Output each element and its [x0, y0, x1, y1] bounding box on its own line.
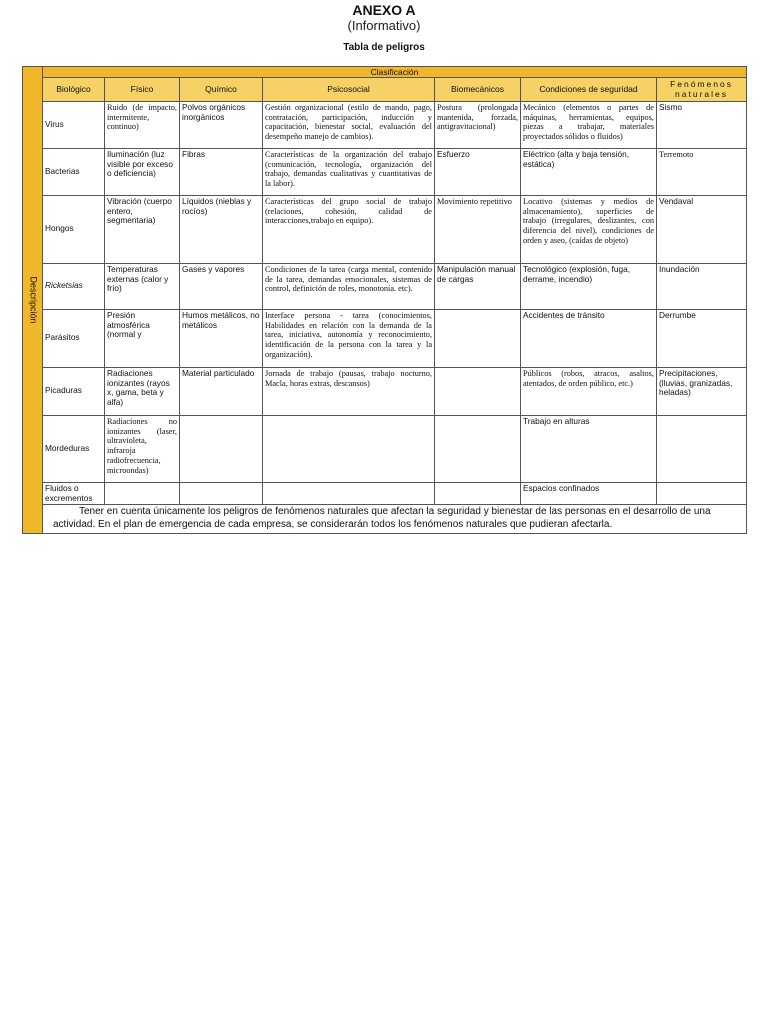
- category-cell: Mordeduras: [43, 415, 105, 482]
- table-cell: Material particulado: [180, 367, 263, 415]
- table-cell: Vibración (cuerpo entero, segmentaria): [105, 195, 180, 263]
- table-cell: Temperaturas externas (calor y frío): [105, 263, 180, 309]
- table-cell: Accidentes de tránsito: [521, 309, 657, 367]
- table-cell: Terremoto: [657, 148, 747, 195]
- table-cell: [105, 482, 180, 505]
- table-cell: Públicos (robos, atracos, asaltos, atentados, de orden público, etc.): [521, 367, 657, 415]
- table-cell: Movimiento repetitivo: [435, 195, 521, 263]
- table-cell: [435, 482, 521, 505]
- category-cell: Ricketsias: [43, 263, 105, 309]
- table-row: [23, 367, 747, 415]
- table-cell: [657, 415, 747, 482]
- col-header-psicosocial: Psicosocial: [263, 78, 435, 101]
- table-note: Tener en cuenta únicamente los peligros de fenómenos naturales que afectan la seguridad y bienestar de las personas en el desarrollo de una actividad. En el plan de emergencia de cada empresa, se considerarán todos los fenómenos naturales que pudieran afectarla.: [43, 505, 747, 534]
- table-cell: Gases y vapores: [180, 263, 263, 309]
- table-cell: Vendaval: [657, 195, 747, 263]
- table-cell: Locativo (sistemas y medios de almacenamiento), superficies de trabajo (irregulares, deslizantes, con diferencia del nivel), condiciones de orden y aseo, (caídas de objeto): [521, 195, 657, 263]
- hazards-table: [22, 66, 747, 534]
- table-cell: Fibras: [180, 148, 263, 195]
- table-cell: Radiaciones no ionizantes (laser, ultravioleta, infraroja radiofrecuencia, microondas): [105, 415, 180, 482]
- table-cell: Condiciones de la tarea (carga mental, contenido de la tarea, demandas emocionales, sistemas de control, definición de roles, monotonía. etc).: [263, 263, 435, 309]
- annex-subtitle: (Informativo): [347, 18, 421, 33]
- table-cell: [657, 482, 747, 505]
- table-cell: [435, 415, 521, 482]
- table-cell: Espacios confinados: [521, 482, 657, 505]
- table-cell: [263, 415, 435, 482]
- table-row: [23, 309, 747, 367]
- table-cell: Inundación: [657, 263, 747, 309]
- col-header-fenomenos: Fenómenos naturales: [657, 78, 747, 101]
- table-cell: Características del grupo social de trabajo (relaciones, cohesión, calidad de interacciones,trabajo en equipo).: [263, 195, 435, 263]
- table-cell: Interface persona - tarea (conocimientos, Habilidades en relación con la demanda de la tarea, iniciativa, autonomía y reconocimiento, identificación de la persona con la tarea y la organización).: [263, 309, 435, 367]
- table-cell: Humos metálicos, no metálicos: [180, 309, 263, 367]
- table-cell: Gestión organizacional (estilo de mando, pago, contratación, participación, inducción y capacitación, bienestar social, evaluación del desempeño manejo de cambios).: [263, 101, 435, 148]
- category-cell: Virus: [43, 101, 105, 148]
- table-row: [23, 101, 747, 148]
- table-cell: Mecánico (elementos o partes de máquinas, herramientas, equipos, piezas a trabajar, materiales proyectados sólidos o fluidos): [521, 101, 657, 148]
- table-row: [23, 482, 747, 505]
- category-cell: Fluidos o excrementos: [43, 482, 105, 505]
- table-row: [23, 148, 747, 195]
- table-title: Tabla de peligros: [343, 42, 425, 53]
- table-cell: Sismo: [657, 101, 747, 148]
- table-cell: Ruido (de impacto, intermitente, continuo): [105, 101, 180, 148]
- table-cell: Esfuerzo: [435, 148, 521, 195]
- classification-header: Clasificación: [43, 67, 747, 78]
- category-cell: Picaduras: [43, 367, 105, 415]
- table-cell: Líquidos (nieblas y rocíos): [180, 195, 263, 263]
- table-cell: Trabajo en alturas: [521, 415, 657, 482]
- table-cell: Manipulación manual de cargas: [435, 263, 521, 309]
- table-cell: Características de la organización del trabajo (comunicación, tecnología, organización del trabajo, demandas cualitativas y cuantitativas de la labor).: [263, 148, 435, 195]
- table-cell: Iluminación (luz visible por exceso o deficiencia): [105, 148, 180, 195]
- table-cell: Postura (prolongada mantenida, forzada, antigravitacional): [435, 101, 521, 148]
- col-header-quimico: Químico: [180, 78, 263, 101]
- table-cell: Radiaciones ionizantes (rayos x, gama, beta y alfa): [105, 367, 180, 415]
- table-cell: [263, 482, 435, 505]
- table-cell: Polvos orgánicos inorgánicos: [180, 101, 263, 148]
- table-row: [23, 263, 747, 309]
- table-cell: Precipitaciones, (lluvias, granizadas, heladas): [657, 367, 747, 415]
- col-header-condiciones: Condiciones de seguridad: [521, 78, 657, 101]
- annex-title: ANEXO A: [352, 2, 416, 18]
- table-cell: [180, 482, 263, 505]
- table-row: [23, 415, 747, 482]
- col-header-biologico: Biológico: [43, 78, 105, 101]
- table-cell: Presión atmosférica (normal y: [105, 309, 180, 367]
- table-cell: Derrumbe: [657, 309, 747, 367]
- table-cell: [435, 309, 521, 367]
- category-cell: Bacterias: [43, 148, 105, 195]
- table-cell: Eléctrico (alta y baja tensión, estática): [521, 148, 657, 195]
- description-side-cell: [23, 67, 43, 534]
- table-cell: [180, 415, 263, 482]
- description-label: Descripción: [27, 276, 38, 324]
- category-cell: Hongos: [43, 195, 105, 263]
- table-cell: Jornada de trabajo (pausas, trabajo nocturno, Macla, horas extras, descansos): [263, 367, 435, 415]
- table-row: [23, 195, 747, 263]
- category-cell: Parásitos: [43, 309, 105, 367]
- table-cell: [435, 367, 521, 415]
- table-cell: Tecnológico (explosión, fuga, derrame, incendio): [521, 263, 657, 309]
- col-header-fisico: Físico: [105, 78, 180, 101]
- col-header-biomecanicos: Biomecánicos: [435, 78, 521, 101]
